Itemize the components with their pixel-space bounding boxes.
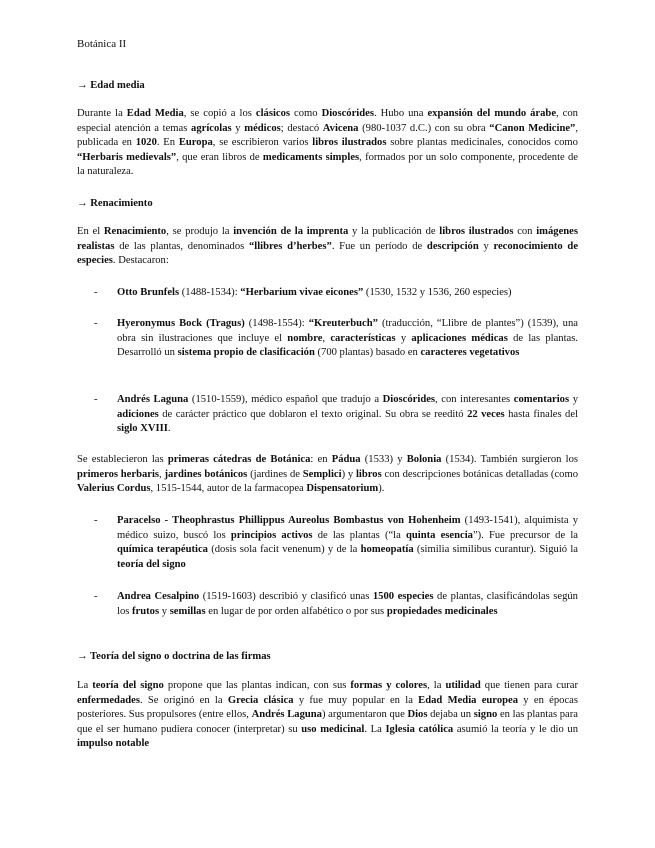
bold-text: libros ilustrados xyxy=(439,226,514,237)
heading-renacimiento: → Renacimiento xyxy=(77,198,153,209)
bullet-marker: - xyxy=(94,591,98,602)
bold-text: primeras cátedras de Botánica xyxy=(167,454,311,465)
bold-text: formas y colores xyxy=(350,680,428,691)
paragraph-edad-media: Durante la Edad Media, se copió a los clásicos como Dioscórides. Hubo una expansión del mundo árabe, con especial atención a temas agrícolas y médicos; destacó Avicena (980-1037 d.C.) con su obra “Canon Medicine”, publicada en 1020. En Europa, se escribieron varios libros ilustrados sobre plantas medicinales, conocidos como “Herbaris medievals”, que eran libros de medicaments simples, formados por un solo componente, procedente de la naturaleza. xyxy=(77,108,579,178)
bold-text: homeopatía xyxy=(360,544,414,556)
bold-text: Avicena xyxy=(322,122,359,134)
bold-text: utilidad xyxy=(445,680,481,691)
bold-text: reconocimiento de especies xyxy=(77,240,579,267)
bold-text: médicos xyxy=(244,122,281,134)
bold-text: “llibres d’herbes” xyxy=(249,240,332,252)
heading-teoria-signo: → Teoría del signo o doctrina de las firmas xyxy=(77,651,271,662)
bold-text: 22 veces xyxy=(467,408,505,420)
bold-text: libros ilustrados xyxy=(312,137,387,149)
bold-text: 1500 especies xyxy=(372,591,434,602)
bold-text: Andrea Cesalpino xyxy=(117,591,200,602)
bold-text: Dispensatorium xyxy=(306,483,379,495)
bold-text: impulso notable xyxy=(77,738,150,750)
bold-text: Bolonia xyxy=(406,454,442,465)
page-header: Botánica II xyxy=(77,38,127,50)
paragraph-teoria-signo: La teoría del signo propone que las plantas indican, con sus formas y colores, la utilidad que tienen para curar enfermedades. Se originó en la Grecia clásica y fue muy popular en la Edad Media europea y en épocas posteriores. Sus propulsores (entre ellos, Andrés Laguna) argumentaron que Dios dejaba un signo en las plantas para que el ser humano pudiera conocer (interpretar) su uso medicinal. La Iglesia católica asumió la teoría y le dio un impulso notable xyxy=(77,680,579,750)
bullet-marker: - xyxy=(94,394,98,405)
bold-text: teoría del signo xyxy=(92,680,164,691)
bold-text: descripción xyxy=(426,240,479,252)
bullet-marker: - xyxy=(94,287,98,298)
bold-text: “Herbaris medievals” xyxy=(77,151,177,163)
bold-text: “Canon Medicine” xyxy=(489,122,576,134)
bold-text: expansión del mundo árabe xyxy=(427,108,557,119)
bold-text: primeros herbaris xyxy=(77,468,160,480)
bold-text: propiedades medicinales xyxy=(386,605,498,617)
bold-text: “Kreuterbuch” xyxy=(308,318,378,329)
bold-text: teoría del signo xyxy=(117,558,186,570)
bold-text: quinta esencia xyxy=(405,529,473,541)
bold-text: medicaments simples xyxy=(262,151,360,163)
list-item-text: Andrés Laguna (1510-1559), médico español que tradujo a Dioscórides, con interesantes comentarios y adiciones de carácter práctico que doblaron el texto original. Su obra se reeditó 22 veces hasta finales del siglo XVIII. xyxy=(117,394,578,435)
bold-text: semillas xyxy=(169,605,206,617)
bold-text: clásicos xyxy=(255,108,291,119)
bold-text: frutos xyxy=(132,605,160,617)
bold-text: imágenes realistas xyxy=(77,226,578,252)
bullet-marker: - xyxy=(94,318,98,329)
bold-text: química terapéutica xyxy=(117,544,208,556)
bold-text: sistema propio de clasificación xyxy=(177,347,315,359)
bold-text: comentarios xyxy=(513,394,570,405)
bold-text: Paracelso - Theophrastus Phillippus Aureolus Bombastus von Hohenheim xyxy=(117,515,461,526)
bold-text: Dios xyxy=(407,709,428,721)
bold-text: principios activos xyxy=(230,529,313,541)
bold-text: signo xyxy=(473,709,498,721)
bold-text: uso medicinal xyxy=(301,723,365,735)
bullet-marker: - xyxy=(94,515,98,526)
bold-text: agrícolas xyxy=(191,122,232,134)
bold-text: adiciones xyxy=(117,408,159,420)
bold-text: nombre xyxy=(287,332,323,344)
bold-text: Hyeronymus Bock (Tragus) xyxy=(117,318,245,329)
bold-text: libros xyxy=(355,468,382,480)
bold-text: siglo XVIII xyxy=(117,423,168,435)
heading-edad-media: → Edad media xyxy=(77,80,145,91)
bold-text: 1020 xyxy=(135,137,157,149)
bold-text: Andrés Laguna xyxy=(117,394,189,405)
bold-text: enfermedades xyxy=(77,694,140,706)
bold-text: características xyxy=(330,332,396,344)
list-item-text: Paracelso - Theophrastus Phillippus Aureolus Bombastus von Hohenheim (1493-1541), alquimista y médico suizo, buscó los principios activos de las plantas (“la quinta esencia”). Fue precursor de la química terapéutica (dosis sola facit venenum) y de la homeopatía (similia similibus curantur). Siguió la teoría del signo xyxy=(117,515,578,570)
bold-text: Dioscórides xyxy=(382,394,436,405)
paragraph-renacimiento-intro: En el Renacimiento, se produjo la invención de la imprenta y la publicación de libros ilustrados con imágenes realistas de las plantas, denominados “llibres d’herbes”. Fue un período de descripción y reconocimiento de especies. Destacaron: xyxy=(77,226,579,267)
bold-text: Iglesia católica xyxy=(385,723,454,735)
list-item-text: Andrea Cesalpino (1519-1603) describió y clasificó unas 1500 especies de plantas, clasificándolas según los frutos y semillas en lugar de por orden alfabético o por sus propiedades medicinales xyxy=(117,591,578,617)
bold-text: jardines botánicos xyxy=(164,468,248,480)
bold-text: aplicaciones médicas xyxy=(411,332,508,344)
bold-text: Renacimiento xyxy=(103,226,167,237)
bold-text: Edad Media europea xyxy=(418,694,519,706)
bold-text: invención de la imprenta xyxy=(233,226,349,237)
bold-text: Valerius Cordus xyxy=(77,483,151,495)
bold-text: “Herbarium vivae eicones” xyxy=(240,287,364,298)
bold-text: Andrés Laguna xyxy=(251,709,322,721)
bold-text: caracteres vegetativos xyxy=(420,347,520,359)
bold-text: Dioscórides xyxy=(321,108,374,119)
bold-text: Grecia clásica xyxy=(227,694,294,706)
list-item-text: Hyeronymus Bock (Tragus) (1498-1554): “Kreuterbuch” (traducción, “Llibre de plantes”) (1539), una obra sin ilustraciones que incluye el nombre, características y aplicaciones médicas de las plantas. Desarrolló un sistema propio de clasificación (700 plantas) basado en caracteres vegetativos xyxy=(117,318,579,359)
bold-text: Semplici xyxy=(302,468,342,480)
paragraph-renacimiento-catedras: Se establecieron las primeras cátedras de Botánica: en Pádua (1533) y Bolonia (1534). También surgieron los primeros herbaris, jardines botánicos (jardines de Semplici) y libros con descripciones botánicas detalladas (como Valerius Cordus, 1515-1544, autor de la farmacopea Dispensatorium). xyxy=(77,454,578,495)
bold-text: Europa xyxy=(178,137,213,149)
bold-text: Edad Media xyxy=(126,108,184,119)
list-item-text: Otto Brunfels (1488-1534): “Herbarium vivae eicones” (1530, 1532 y 1536, 260 especies) xyxy=(117,287,512,298)
bold-text: Pádua xyxy=(331,454,361,465)
bold-text: Otto Brunfels xyxy=(117,287,180,298)
